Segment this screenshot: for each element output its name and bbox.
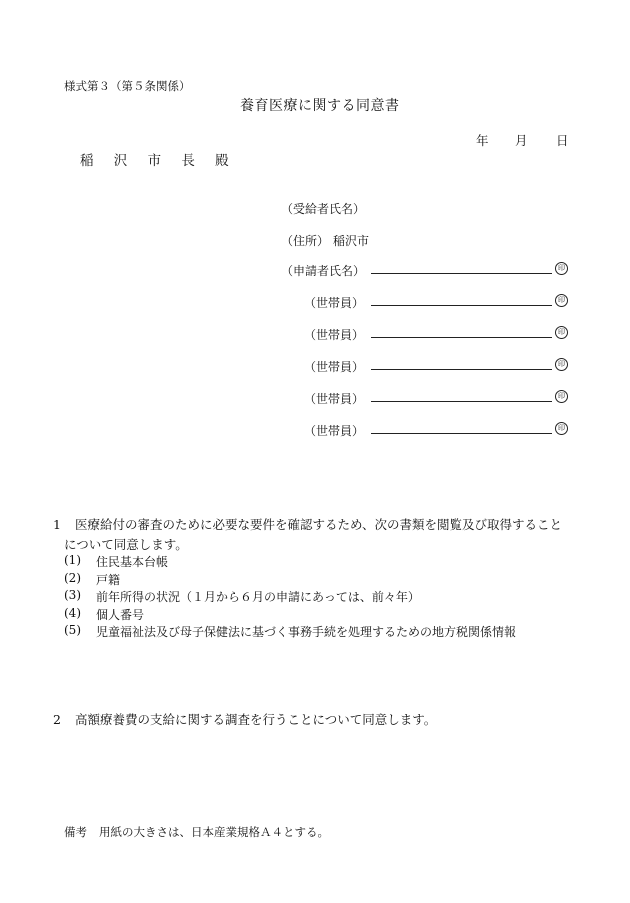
applicant-name-label: （申請者氏名） bbox=[281, 264, 366, 278]
consent-1-line-1 bbox=[53, 515, 562, 533]
list-item-text: 戸籍 bbox=[96, 573, 121, 587]
seal-mark: 印 bbox=[555, 326, 568, 339]
address-field bbox=[281, 232, 369, 249]
list-item-number: (4) bbox=[64, 606, 81, 620]
addressee: 稲 沢 市 長 殿 bbox=[80, 153, 237, 169]
consent-1-number: 1 bbox=[53, 517, 61, 532]
address-value: 稲沢市 bbox=[333, 234, 370, 248]
household-member-label: （世帯員） bbox=[304, 360, 365, 374]
household-member-label: （世帯員） bbox=[304, 392, 365, 406]
seal-mark: 印 bbox=[555, 262, 568, 275]
household-member-label: （世帯員） bbox=[304, 424, 365, 438]
consent-1-line-2: について同意します。 bbox=[64, 537, 188, 552]
remarks-label: 備考 bbox=[64, 825, 87, 839]
list-item-text: 住民基本台帳 bbox=[96, 555, 169, 569]
list-item-text: 前年所得の状況（１月から６月の申請にあっては、前々年） bbox=[96, 590, 420, 604]
seal-mark: 印 bbox=[555, 358, 568, 371]
list-item-number: (5) bbox=[64, 623, 81, 637]
household-member-label: （世帯員） bbox=[304, 328, 365, 342]
household-member-signature-line[interactable] bbox=[371, 369, 552, 370]
seal-mark: 印 bbox=[555, 422, 568, 435]
household-member-label: （世帯員） bbox=[304, 296, 365, 310]
household-member-signature-line[interactable] bbox=[371, 433, 552, 434]
recipient-name-label: （受給者氏名） bbox=[281, 202, 366, 216]
consent-2-number: 2 bbox=[53, 712, 61, 727]
list-item-text: 児童福祉法及び母子保健法に基づく事務手続を処理するための地方税関係情報 bbox=[96, 625, 517, 639]
list-item-number: (1) bbox=[64, 553, 81, 567]
list-item-number: (2) bbox=[64, 571, 81, 585]
consent-2 bbox=[53, 710, 436, 728]
date-day-label: 日 bbox=[556, 133, 569, 148]
list-item-text: 個人番号 bbox=[96, 608, 145, 622]
remarks-note bbox=[64, 824, 329, 840]
document-title: 養育医療に関する同意書 bbox=[240, 98, 400, 114]
seal-mark: 印 bbox=[555, 390, 568, 403]
consent-2-text: 高額療養費の支給に関する調査を行うことについて同意します。 bbox=[74, 712, 437, 727]
date-month-label: 月 bbox=[515, 133, 528, 148]
date-year-label: 年 bbox=[476, 133, 489, 148]
consent-1-text: 医療給付の審査のために必要な要件を確認するため、次の書類を閲覧及び取得すること bbox=[74, 517, 562, 532]
list-item-number: (3) bbox=[64, 588, 81, 602]
form-number: 様式第３（第５条関係） bbox=[64, 79, 191, 93]
applicant-signature-line[interactable] bbox=[371, 273, 552, 274]
household-member-signature-line[interactable] bbox=[371, 337, 552, 338]
seal-mark: 印 bbox=[555, 294, 568, 307]
household-member-signature-line[interactable] bbox=[371, 305, 552, 306]
remarks-text: 用紙の大きさは、日本産業規格Ａ４とする。 bbox=[99, 825, 329, 839]
household-member-signature-line[interactable] bbox=[371, 401, 552, 402]
address-label: （住所） bbox=[281, 234, 330, 248]
